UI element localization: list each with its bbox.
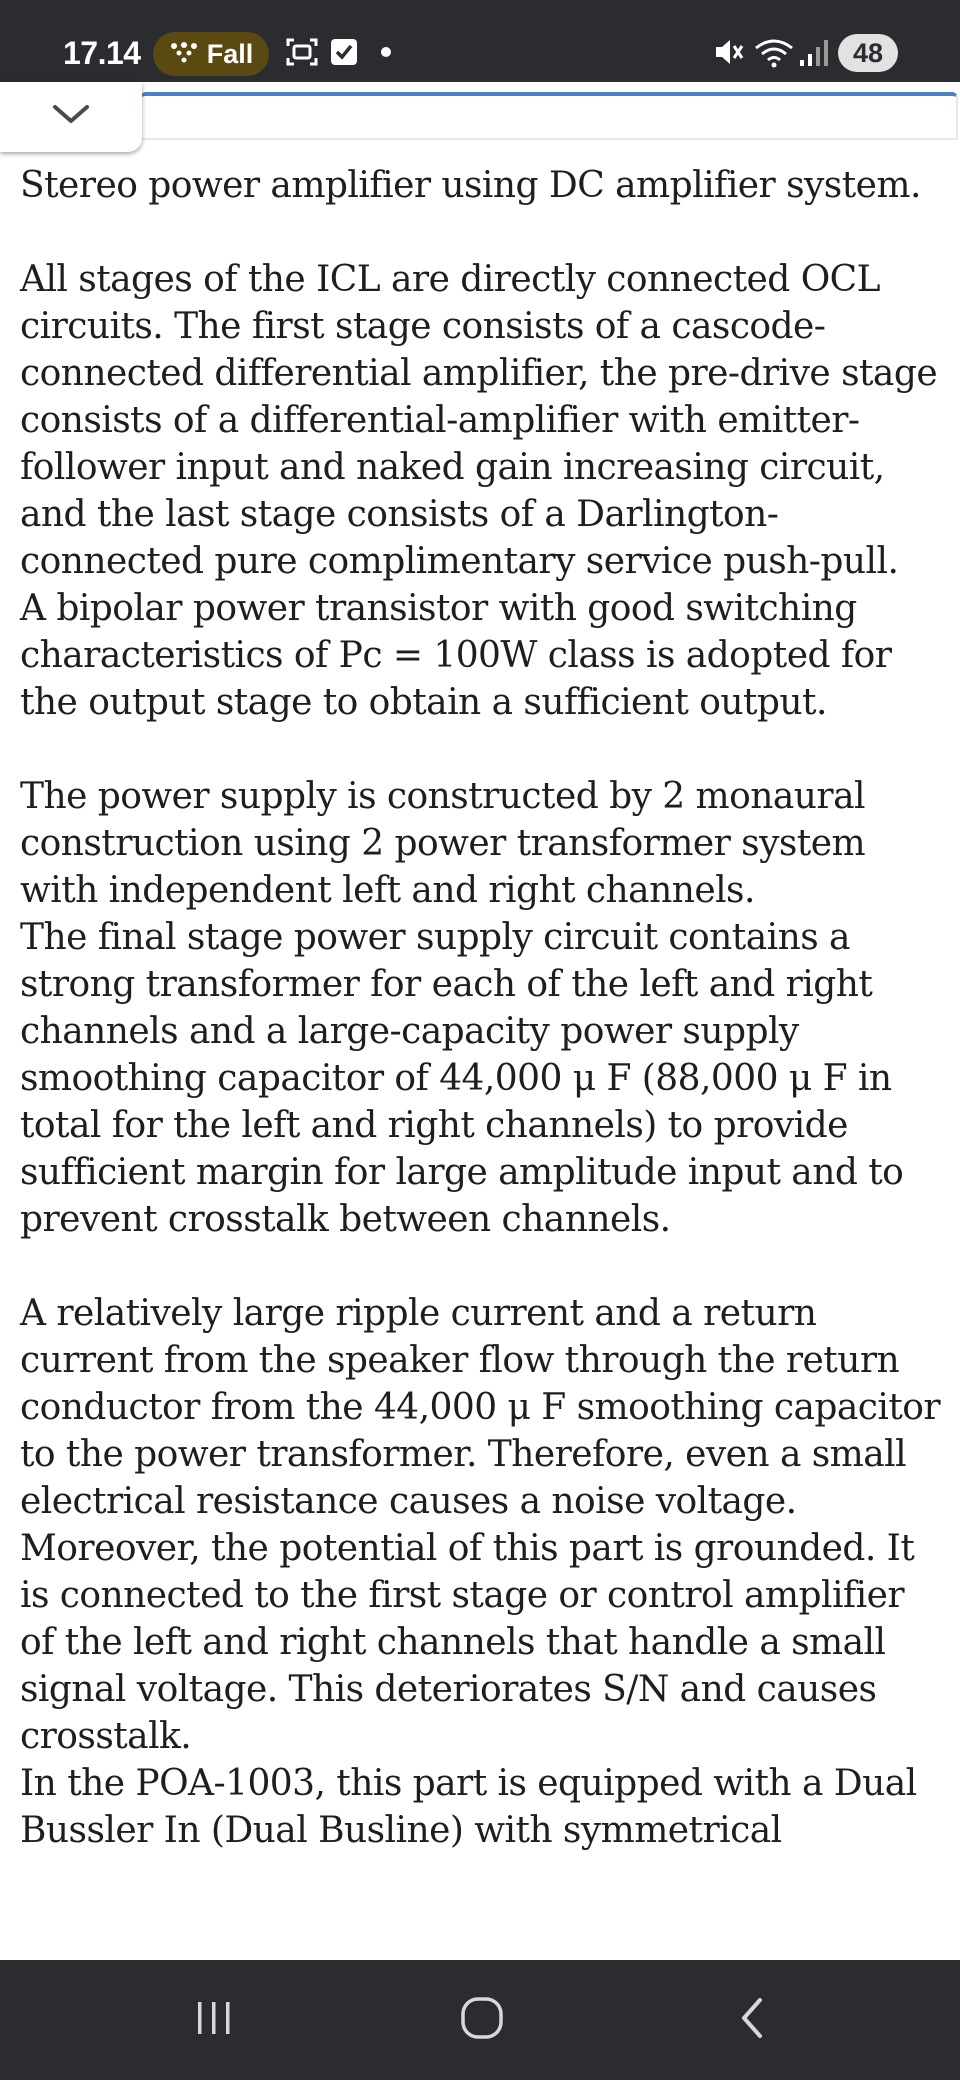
address-bar[interactable] [140, 92, 958, 140]
navigation-bar [0, 1960, 960, 2080]
checkbox-icon [326, 34, 362, 70]
wifi-icon [752, 34, 796, 70]
home-icon [458, 1994, 506, 2046]
article-paragraph-final-stage: The final stage power supply circuit contains a strong transformer for each of the left and right channels and a large-capacity power supply smoothing capacitor of 44,000 μ F (88,000 μ F in total for the left and right channels) to provide sufficient margin for large amplitude input and to prevent crosstalk between channels. [20, 917, 915, 1240]
dot-icon [368, 34, 404, 70]
recent-apps-icon [192, 1998, 236, 2042]
article-content [20, 162, 951, 1956]
status-time: 17.14 [63, 35, 141, 71]
chevron-down-icon [49, 101, 93, 133]
status-bar [0, 0, 960, 82]
fall-detection-icon [169, 41, 199, 68]
article-paragraph-intro: Stereo power amplifier using DC amplifier system. [20, 165, 921, 206]
battery-indicator: 48 [838, 34, 898, 72]
article-paragraph-stages: All stages of the ICL are directly connected OCL circuits. The first stage consists of a cascode-connected differential amplifier, the pre-drive stage consists of a differential-amplifier with emitter-follower input and naked gain increasing circuit, and the last stage consists of a Darlington-connected pure complimentary service push-pull. [20, 259, 948, 582]
article-paragraph-busline: In the POA-1003, this part is equipped with a Dual Bussler In (Dual Busline) with symmetrical [20, 1763, 928, 1851]
article-paragraph-ripple: A relatively large ripple current and a return current from the speaker flow through the return conductor from the 44,000 μ F smoothing capacitor to the power transformer. Therefore, even a small electrical resistance causes a noise voltage. Moreover, the potential of this part is grounded. It is connected to the first stage or control amplifier of the left and right channels that handle a small signal voltage. This deteriorates S/N and causes crosstalk. [20, 1293, 951, 1757]
article-paragraph-transistor: A bipolar power transistor with good switching characteristics of Pc = 100W class is adopted for the output stage to obtain a sufficient output. [20, 588, 903, 723]
screenshot-icon [284, 34, 320, 70]
fall-notification-label: Fall [206, 38, 254, 69]
mute-icon [710, 34, 746, 70]
collapse-button[interactable] [0, 82, 142, 152]
back-icon [734, 1994, 770, 2046]
article-paragraph-power-supply: The power supply is constructed by 2 monaural construction using 2 power transformer system with independent left and right channels. [20, 776, 876, 911]
recent-apps-button[interactable] [134, 1960, 294, 2080]
reader-toolbar [0, 82, 960, 156]
signal-icon [796, 34, 832, 70]
back-button[interactable] [672, 1960, 832, 2080]
home-button[interactable] [402, 1960, 562, 2080]
fall-notification-pill[interactable] [153, 32, 269, 76]
